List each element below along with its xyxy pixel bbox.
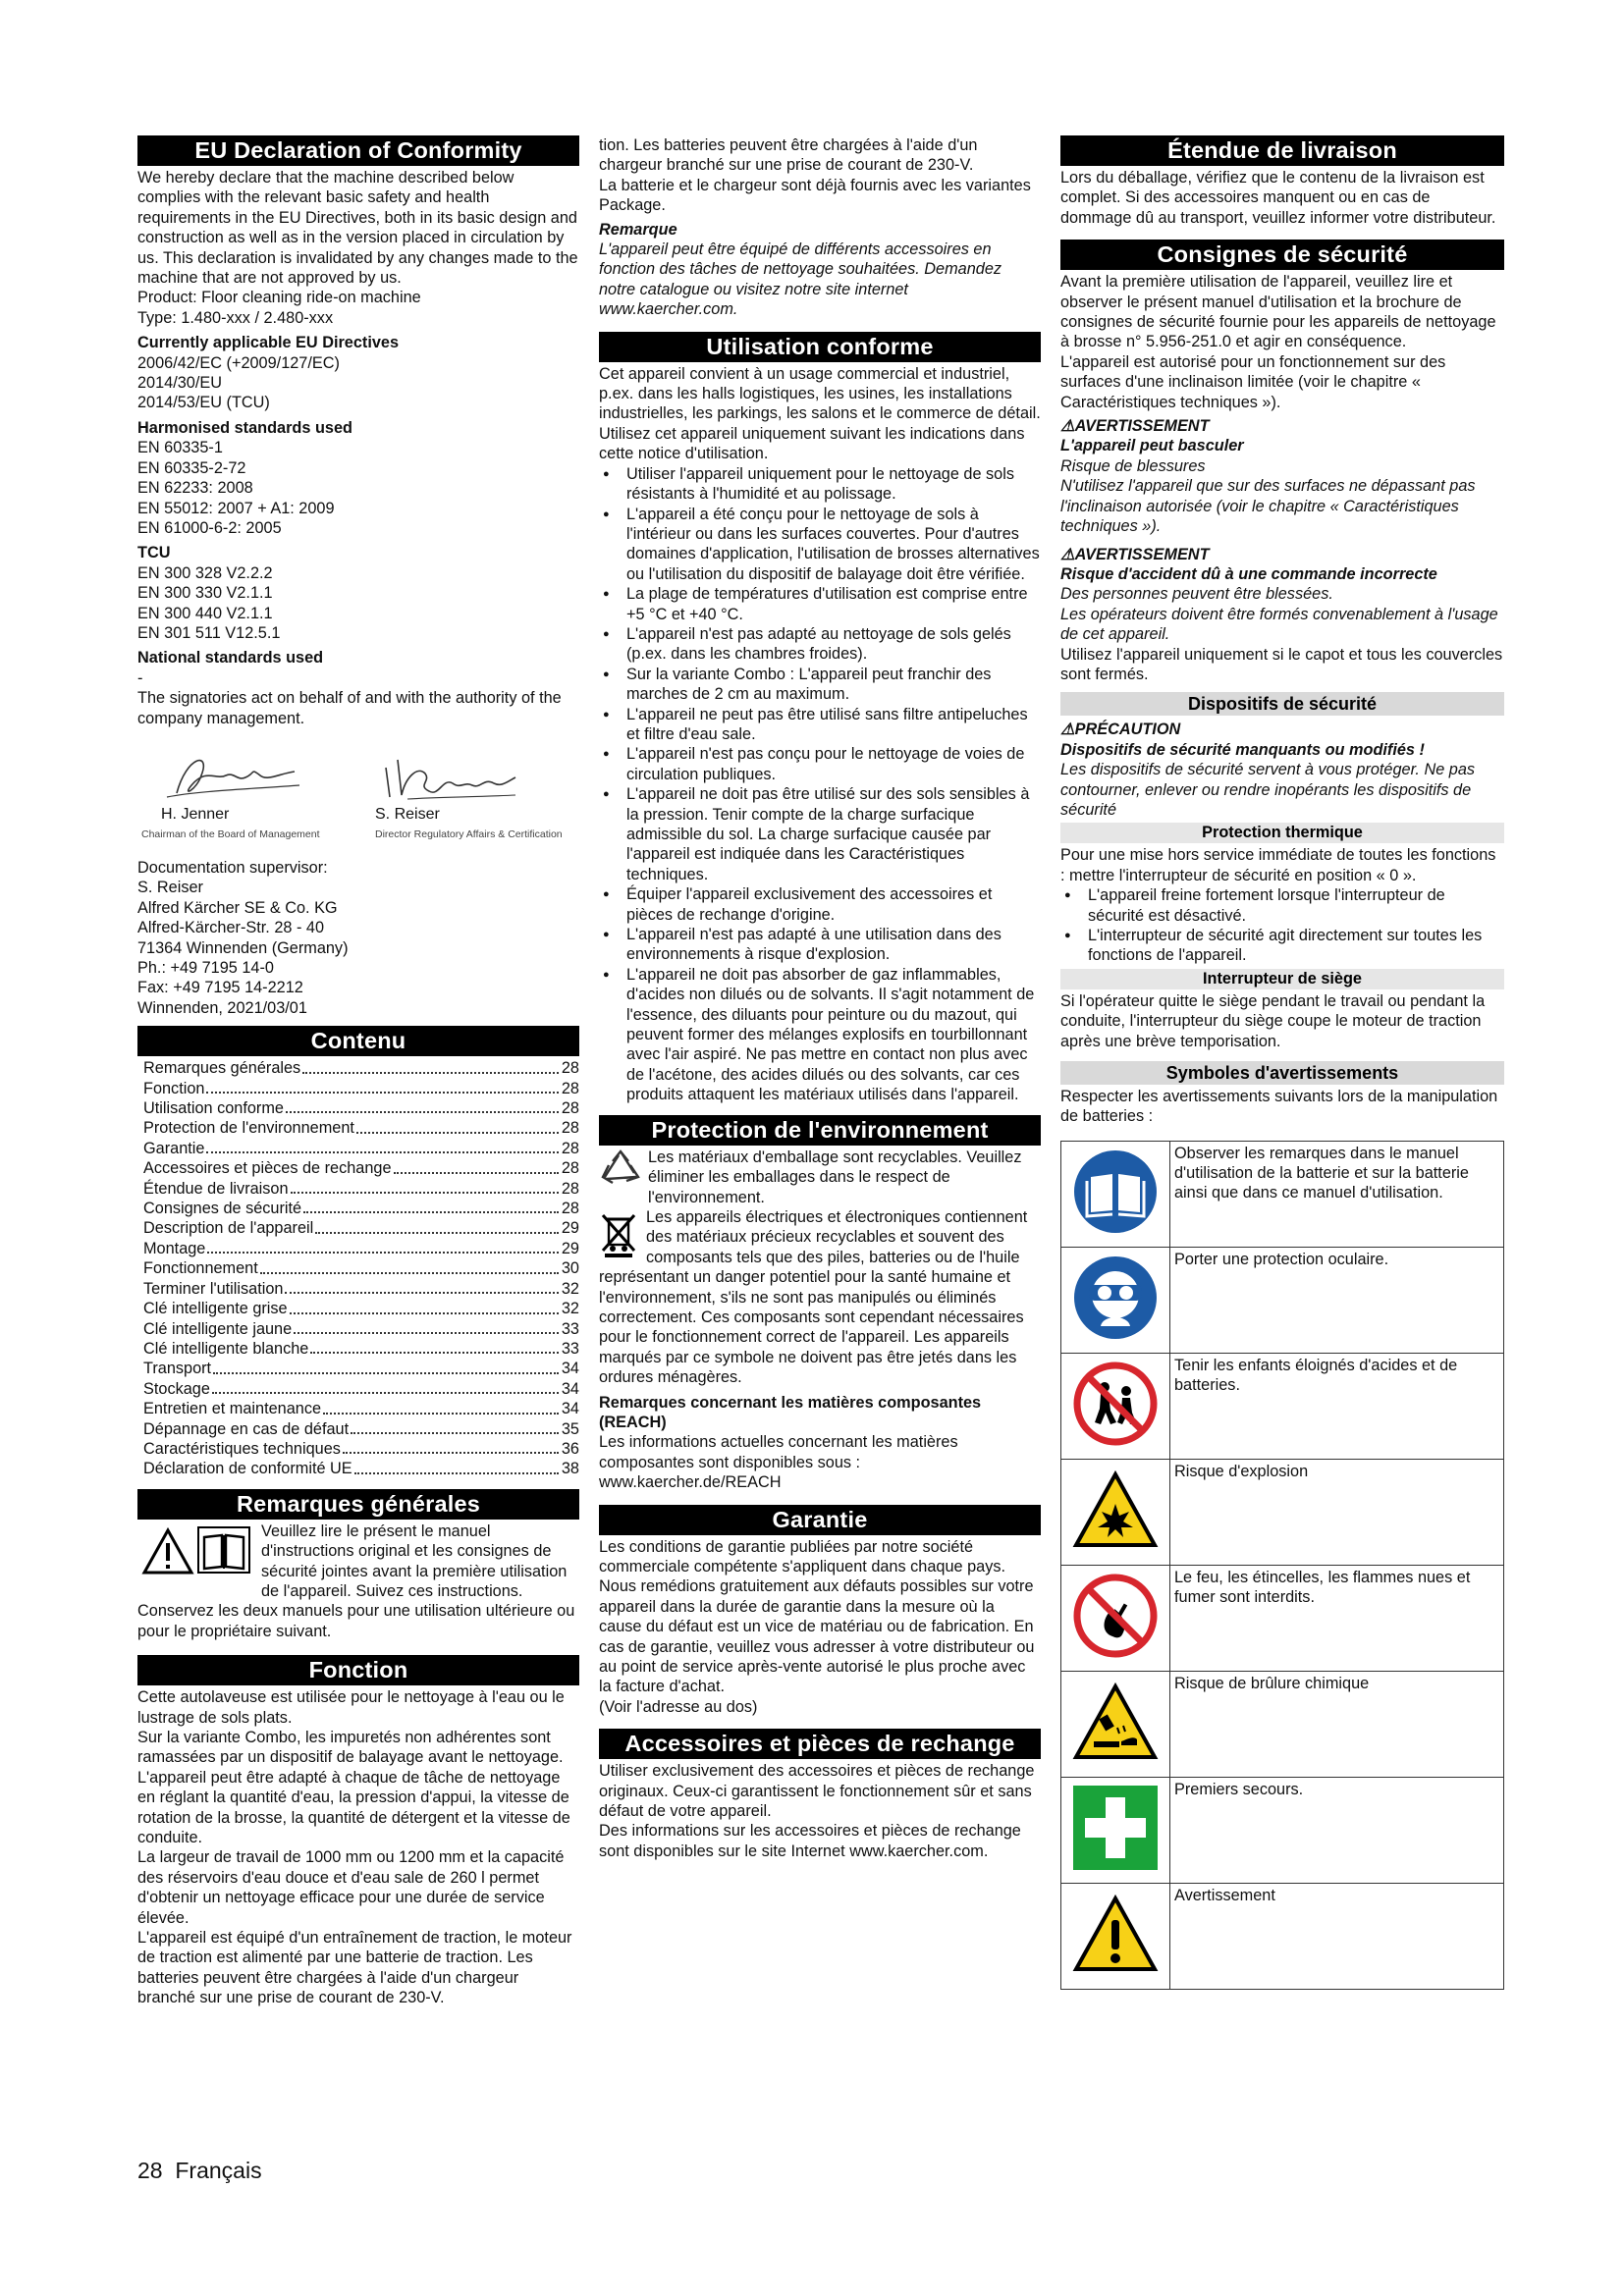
- remarques-text: Veuillez lire le présent le manuel d'instructions original et les consignes de sécurité jointes avant la première utilisation de l'appareil. Suivez ces instructions. Conservez les deux manuels pour une utilisation ultérieure ou pour le propriétaire suivant.: [137, 1522, 575, 1640]
- toc-leader-dots: [323, 1413, 559, 1415]
- accessoires-heading: Accessoires et pièces de rechange: [599, 1729, 1041, 1759]
- supervisor-line: Alfred-Kärcher-Str. 28 - 40: [137, 919, 325, 937]
- fonction-para: Sur la variante Combo, les impuretés non adhérentes sont ramassées par un dispositif de balayage avant le nettoyage.: [137, 1729, 564, 1767]
- toc-entry-page: 33: [561, 1319, 579, 1338]
- accessoires-text: Utiliser exclusivement des accessoires et pièces de rechange originaux. Ceux-ci garantissent le fonctionnement sûr et sans défaut de votre appareil.: [599, 1762, 1035, 1821]
- symboles-intro: Respecter les avertissements suivants lors de la manipulation de batteries :: [1060, 1088, 1498, 1126]
- chemical-burn-icon: [1072, 1682, 1159, 1761]
- remarques-icons: [137, 1522, 257, 1582]
- symbol-cell: [1061, 1141, 1170, 1247]
- symbol-cell: [1061, 1565, 1170, 1671]
- toc-entry-title: Clé intelligente grise: [143, 1300, 288, 1318]
- toc-entry: [137, 1359, 579, 1378]
- warning-risk: Risque de blessures: [1060, 456, 1206, 475]
- toc-entry-page: 28: [561, 1119, 579, 1138]
- environnement-heading: Protection de l'environnement: [599, 1115, 1041, 1146]
- warning-small-icon: ⚠: [1060, 721, 1075, 739]
- toc-entry-page: 34: [561, 1360, 579, 1378]
- eu-directive: 2014/53/EU (TCU): [137, 394, 270, 412]
- toc-entry-title: Remarques générales: [143, 1059, 301, 1078]
- toc-leader-dots: [303, 1211, 559, 1213]
- harmonised-standard: EN 61000-6-2: 2005: [137, 518, 282, 537]
- tcu-list: [137, 563, 579, 644]
- toc-entry: [137, 1158, 579, 1178]
- harmonised-standard: EN 60335-1: [137, 439, 223, 457]
- utilisation-intro: Cet appareil convient à un usage commercial et industriel, p.ex. dans les halls logistiques, les usines, les installations industrielles, les parkings, les salons et le commerce de détail. Utilisez cet appareil uniquement suivant les indications dans cette notice d'utilisation.: [599, 364, 1041, 463]
- caution-text: Les dispositifs de sécurité servent à vous protéger. Ne pas contourner, enlever ou rendre inopérants les dispositifs de sécurité: [1060, 761, 1476, 819]
- list-item: ● Équiper l'appareil exclusivement des accessoires et pièces de rechange d'origine.: [599, 884, 1041, 925]
- garantie-heading: Garantie: [599, 1505, 1041, 1535]
- toc-entry-page: 34: [561, 1400, 579, 1418]
- page-footer: [137, 2158, 262, 2184]
- contenu-heading: Contenu: [137, 1026, 579, 1056]
- signatory-2-role: Director Regulatory Affairs & Certification: [375, 828, 563, 840]
- accessoires-text: Des informations sur les accessoires et pièces de rechange sont disponibles sur le site Internet www.kaercher.com.: [599, 1822, 1021, 1860]
- tcu-standard: EN 300 328 V2.2.2: [137, 563, 273, 582]
- tcu-standard: EN 300 440 V2.1.1: [137, 604, 273, 622]
- toc-leader-dots: [302, 1072, 559, 1074]
- toc-leader-dots: [206, 1092, 558, 1094]
- toc-leader-dots: [356, 1132, 559, 1134]
- garantie-note: (Voir l'adresse au dos): [599, 1697, 758, 1716]
- toc-entry-title: Terminer l'utilisation: [143, 1279, 284, 1298]
- supervisor-line: Ph.: +49 7195 14-0: [137, 959, 274, 977]
- livraison-text: Lors du déballage, vérifiez que le contenu de la livraison est complet. Si des accessoires manquent ou en cas de dommage dû au transport, veuillez informer votre distributeur.: [1060, 169, 1496, 227]
- tcu-heading: TCU: [137, 544, 171, 562]
- no-fire-icon: [1073, 1574, 1158, 1658]
- toc-entry-page: 32: [561, 1279, 579, 1298]
- list-item: ● L'appareil n'est pas conçu pour le nettoyage de voies de circulation publiques.: [599, 744, 1041, 784]
- toc-entry-title: Entretien et maintenance: [143, 1400, 322, 1418]
- toc-entry: [137, 1299, 579, 1318]
- warning-small-icon: ⚠: [1060, 545, 1075, 563]
- toc-entry: [137, 1058, 579, 1078]
- toc-entry-title: Étendue de livraison: [143, 1179, 289, 1198]
- signature-jenner: [157, 746, 304, 805]
- securite-text: Utilisez l'appareil uniquement si le capot et tous les couvercles sont fermés.: [1060, 645, 1503, 683]
- supervisor-line: Fax: +49 7195 14-2212: [137, 979, 303, 997]
- warning-title: L'appareil peut basculer: [1060, 437, 1244, 455]
- eu-directive: 2006/42/EC (+2009/127/EC): [137, 353, 340, 372]
- table-row: [1061, 1141, 1504, 1247]
- caution-label-text: PRÉCAUTION: [1074, 721, 1181, 739]
- supervisor-line: Documentation supervisor:: [137, 858, 328, 877]
- toc-leader-dots: [290, 1312, 559, 1314]
- harmonised-standard: EN 55012: 2007 + A1: 2009: [137, 499, 335, 517]
- toc-entry-title: Fonctionnement: [143, 1259, 258, 1278]
- toc-entry: [137, 1459, 579, 1478]
- toc-leader-dots: [207, 1252, 559, 1254]
- toc-entry-page: 29: [561, 1219, 579, 1238]
- list-item: ● L'interrupteur de sécurité agit directement sur toutes les fonctions de l'appareil.: [1060, 926, 1504, 966]
- harmonised-standard: EN 60335-2-72: [137, 458, 246, 477]
- symbol-cell: [1061, 1353, 1170, 1459]
- garantie-text: Les conditions de garantie publiées par notre société commerciale compétente s'appliquent dans chaque pays. Nous remédions gratuitement aux défauts possibles sur votre appareil dans la durée de garantie dans la mesure où la cause du défaut est un vice de matériau ou de fabrication. En cas de garantie, veuillez vous adresser à votre distributeur ou au point de service après-vente autorisé le plus proche avec la facture d'achat.: [599, 1537, 1035, 1696]
- keep-children-away-icon: [1073, 1362, 1158, 1446]
- warning-label: [1060, 545, 1504, 564]
- toc-leader-dots: [343, 1452, 559, 1454]
- toc-entry-title: Déclaration de conformité UE: [143, 1460, 352, 1478]
- recycle-block: [599, 1148, 1041, 1207]
- list-item: ● L'appareil ne doit pas absorber de gaz inflammables, d'acides non dilués ou de solvants. Il s'agit notamment de l'essence, des diluants pour peinture ou du mazout, qui peuvent former des mélanges explosifs en tourbillonnant avec l'air aspiré. Ne pas mettre en contact non plus avec de l'acétone, des acides dilués ou des solvants, car ces produits attaquent les matériaux utilisés dans l'appareil.: [599, 965, 1041, 1105]
- warning-symbols-table: [1060, 1141, 1504, 1990]
- toc-leader-dots: [286, 1111, 559, 1113]
- crossed-bin-icon: [599, 1209, 638, 1258]
- utilisation-heading: Utilisation conforme: [599, 332, 1041, 362]
- toc-entry: [137, 1379, 579, 1399]
- symbol-description: Avertissement: [1170, 1883, 1504, 1989]
- toc-entry-page: 33: [561, 1339, 579, 1358]
- table-row: [1061, 1353, 1504, 1459]
- eu-directives-list: [137, 353, 579, 413]
- dispositifs-heading: Dispositifs de sécurité: [1060, 692, 1504, 716]
- toc-leader-dots: [291, 1192, 559, 1194]
- fonction-para: Cette autolaveuse est utilisée pour le nettoyage à l'eau ou le lustrage de sols plats.: [137, 1688, 565, 1727]
- toc-entry-title: Protection de l'environnement: [143, 1119, 354, 1138]
- table-of-contents: [137, 1058, 579, 1479]
- first-aid-icon: [1071, 1784, 1160, 1872]
- eu-directive: 2014/30/EU: [137, 374, 222, 393]
- list-item: ● L'appareil a été conçu pour le nettoyage de sols à l'intérieur ou dans les surfaces couvertes. Pour d'autres domaines d'application, l'utilisation de brosses alternatives ou l'utilisation du dispositif de balayage doit être vérifiée.: [599, 505, 1041, 585]
- siege-text: Si l'opérateur quitte le siège pendant le travail ou pendant la conduite, l'interrupteur du siège coupe le moteur de traction après une brève temporisation.: [1060, 991, 1486, 1050]
- toc-leader-dots: [310, 1352, 559, 1354]
- remarque-text: L'appareil peut être équipé de différents accessoires en fonction des tâches de nettoyage souhaitées. Demandez notre catalogue ou visitez notre site internet www.kaercher.com.: [599, 240, 1002, 319]
- table-row: [1061, 1883, 1504, 1989]
- national-value: -: [137, 668, 143, 687]
- symbol-description: Tenir les enfants éloignés d'acides et de batteries.: [1170, 1353, 1504, 1459]
- fonction-para-continuation: tion. Les batteries peuvent être chargées à l'aide d'un chargeur branché sur une prise de courant de 230-V.: [599, 136, 978, 175]
- toc-entry: [137, 1279, 579, 1299]
- toc-entry-title: Caractéristiques techniques: [143, 1439, 341, 1458]
- symbol-description: Porter une protection oculaire.: [1170, 1247, 1504, 1353]
- toc-leader-dots: [354, 1472, 559, 1474]
- thermique-heading: Protection thermique: [1060, 823, 1504, 843]
- toc-entry-page: 29: [561, 1239, 579, 1257]
- toc-entry-title: Fonction: [143, 1079, 205, 1097]
- caution-label: [1060, 720, 1504, 739]
- toc-entry: [137, 1079, 579, 1098]
- toc-entry-title: Dépannage en cas de défaut: [143, 1419, 350, 1438]
- symbol-cell: [1061, 1459, 1170, 1565]
- siege-heading: Interrupteur de siège: [1060, 969, 1504, 989]
- symbol-description: Premiers secours.: [1170, 1777, 1504, 1883]
- thermique-bullets: [1060, 885, 1504, 966]
- toc-leader-dots: [206, 1151, 558, 1153]
- toc-entry: [137, 1319, 579, 1339]
- fonction-para: La largeur de travail de 1000 mm ou 1200 mm et la capacité des réservoirs d'eau douce et d'eau sale de 260 l permet d'obtenir un nettoyage efficace pour une durée de service élevée.: [137, 1848, 565, 1927]
- warning-triangle-icon: [141, 1527, 194, 1576]
- list-item: ● Utiliser l'appareil uniquement pour le nettoyage de sols résistants à l'humidité et au polissage.: [599, 464, 1041, 505]
- warning-label: [1060, 416, 1504, 436]
- toc-entry-page: 28: [561, 1099, 579, 1118]
- toc-leader-dots: [285, 1292, 558, 1294]
- list-item: ● Sur la variante Combo : L'appareil peut franchir des marches de 2 cm au maximum.: [599, 665, 1041, 705]
- list-item: ● L'appareil ne peut pas être utilisé sans filtre antipeluches et filtre d'eau sale.: [599, 705, 1041, 745]
- toc-entry-page: 28: [561, 1179, 579, 1198]
- toc-entry-page: 28: [561, 1079, 579, 1097]
- documentation-supervisor: [137, 858, 579, 1018]
- remarques-block: [137, 1522, 579, 1641]
- signature-reiser: [378, 748, 525, 805]
- eu-declaration-heading: EU Declaration of Conformity: [137, 135, 579, 166]
- table-row: [1061, 1459, 1504, 1565]
- securite-text: Avant la première utilisation de l'appareil, veuillez lire et observer le présent manuel d'utilisation et la brochure de consignes de sécurité fournie pour les appareils de nettoyage à brosse n° 5.956-251.0 et agir en conséquence.: [1060, 273, 1496, 351]
- signatory-1-role: Chairman of the Board of Management: [141, 828, 320, 840]
- right-column: [1060, 135, 1504, 1990]
- eye-protection-icon: [1073, 1255, 1158, 1340]
- toc-entry-title: Montage: [143, 1239, 206, 1257]
- fonction-para: La batterie et le chargeur sont déjà fournis avec les variantes Package.: [599, 176, 1031, 215]
- left-column: [137, 135, 579, 2007]
- toc-entry-title: Clé intelligente blanche: [143, 1339, 309, 1358]
- symbol-cell: [1061, 1883, 1170, 1989]
- toc-entry: [137, 1118, 579, 1138]
- eu-directives-heading: Currently applicable EU Directives: [137, 334, 400, 352]
- harmonised-standard: EN 62233: 2008: [137, 479, 253, 498]
- toc-entry-page: 36: [561, 1439, 579, 1458]
- toc-leader-dots: [394, 1172, 559, 1174]
- manual-book-icon: [196, 1525, 251, 1575]
- explosion-risk-icon: [1072, 1470, 1159, 1549]
- toc-entry: [137, 1339, 579, 1359]
- list-item: ● La plage de températures d'utilisation est comprise entre +5 °C et +40 °C.: [599, 584, 1041, 624]
- middle-column: [599, 135, 1041, 1861]
- toc-entry: [137, 1199, 579, 1218]
- warning-text: Les opérateurs doivent être formés convenablement à l'usage de cet appareil.: [1060, 605, 1498, 644]
- supervisor-line: Winnenden, 2021/03/01: [137, 998, 307, 1017]
- toc-entry-page: 28: [561, 1200, 579, 1218]
- symbol-description: Le feu, les étincelles, les flammes nues et fumer sont interdits.: [1170, 1565, 1504, 1671]
- signatories-text: The signatories act on behalf of and with the authority of the company management.: [137, 689, 562, 727]
- livraison-heading: Étendue de livraison: [1060, 135, 1504, 166]
- caution-title: Dispositifs de sécurité manquants ou modifiés !: [1060, 740, 1425, 759]
- toc-entry-page: 38: [561, 1460, 579, 1478]
- toc-leader-dots: [351, 1432, 559, 1434]
- supervisor-line: Alfred Kärcher SE & Co. KG: [137, 898, 338, 917]
- remarque-heading: Remarque: [599, 220, 677, 239]
- toc-entry-page: 30: [561, 1259, 579, 1278]
- table-row: [1061, 1565, 1504, 1671]
- signature-block: [137, 728, 579, 858]
- recycle-icon: [599, 1148, 642, 1191]
- national-heading: National standards used: [137, 649, 324, 667]
- warning-text: N'utilisez l'appareil que sur des surfaces ne dépassant pas l'inclinaison autorisée (voir le chapitre « Caractéristiques techniques »).: [1060, 477, 1476, 536]
- symbol-cell: [1061, 1247, 1170, 1353]
- toc-entry-page: 35: [561, 1419, 579, 1438]
- signatory-1-name: H. Jenner: [161, 805, 230, 823]
- warning-icon: [1072, 1895, 1159, 1973]
- toc-entry: [137, 1258, 579, 1278]
- toc-leader-dots: [294, 1332, 559, 1334]
- toc-entry: [137, 1399, 579, 1418]
- toc-entry-title: Clé intelligente jaune: [143, 1319, 293, 1338]
- symbol-cell: [1061, 1777, 1170, 1883]
- page-number: 28: [137, 2158, 163, 2183]
- toc-entry: [137, 1218, 579, 1238]
- table-row: [1061, 1671, 1504, 1777]
- toc-entry-title: Utilisation conforme: [143, 1099, 284, 1118]
- toc-leader-dots: [315, 1232, 559, 1234]
- recycle-text: Les matériaux d'emballage sont recyclables. Veuillez éliminer les emballages dans le respect de l'environnement.: [648, 1148, 1022, 1206]
- tcu-standard: EN 301 511 V12.5.1: [137, 623, 281, 642]
- eu-type: Type: 1.480-xxx / 2.480-xxx: [137, 308, 334, 327]
- toc-entry-title: Accessoires et pièces de rechange: [143, 1159, 392, 1178]
- warning-title: Risque d'accident dû à une commande incorrecte: [1060, 564, 1437, 583]
- warning-label-text: AVERTISSEMENT: [1074, 417, 1210, 436]
- toc-entry: [137, 1239, 579, 1258]
- table-row: [1061, 1777, 1504, 1883]
- utilisation-bullets: [599, 464, 1041, 1105]
- signatory-2-name: S. Reiser: [375, 805, 440, 823]
- symbol-description: Risque de brûlure chimique: [1170, 1671, 1504, 1777]
- toc-entry-page: 28: [561, 1139, 579, 1157]
- warning-label-text: AVERTISSEMENT: [1074, 545, 1210, 563]
- toc-leader-dots: [213, 1372, 559, 1374]
- remarques-heading: Remarques générales: [137, 1489, 579, 1520]
- toc-entry-page: 28: [561, 1059, 579, 1078]
- supervisor-line: S. Reiser: [137, 879, 203, 897]
- list-item: ● L'appareil ne doit pas être utilisé sur des sols sensibles à la pression. Tenir compte de la charge surfacique admissible du sol. La charge surfacique causée par l'appareil est indiquée dans les Caractéristiques techniques.: [599, 784, 1041, 884]
- warning-small-icon: ⚠: [1060, 417, 1075, 436]
- toc-entry-title: Description de l'appareil: [143, 1219, 314, 1238]
- harmonised-list: [137, 438, 579, 538]
- list-item: ● L'appareil n'est pas adapté à une utilisation dans des environnements à risque d'explosion.: [599, 925, 1041, 965]
- list-item: ● L'appareil n'est pas adapté au nettoyage de sols gelés (p.ex. dans les chambres froides).: [599, 624, 1041, 665]
- toc-entry-title: Consignes de sécurité: [143, 1200, 302, 1218]
- toc-entry-title: Stockage: [143, 1379, 210, 1398]
- eu-product: Product: Floor cleaning ride-on machine: [137, 289, 421, 307]
- page-language: Français: [175, 2158, 262, 2183]
- symbol-description: Observer les remarques dans le manuel d'utilisation de la batterie et sur la batterie ainsi que dans ce manuel d'utilisation.: [1170, 1141, 1504, 1247]
- toc-entry: [137, 1139, 579, 1158]
- eu-intro: We hereby declare that the machine described below complies with the relevant basic safety and health requirements in the EU Directives, both in its basic design and construction as well as in the version placed in circulation by us. This declaration is invalidated by any changes made to the machine that are not approved by us.: [137, 169, 578, 288]
- toc-entry: [137, 1439, 579, 1459]
- fonction-heading: Fonction: [137, 1655, 579, 1685]
- symbol-description: Risque d'explosion: [1170, 1459, 1504, 1565]
- read-manual-icon: [1073, 1149, 1158, 1234]
- securite-text: L'appareil est autorisé pour un fonctionnement sur des surfaces d'une inclinaison limitée (voir le chapitre « Caractéristiques techniques »).: [1060, 352, 1446, 411]
- toc-entry-page: 28: [561, 1159, 579, 1178]
- fonction-para-continued: L'appareil est équipé d'un entraînement de traction, le moteur de traction est alimenté par une batterie de traction. Les batteries peuvent être chargées à l'aide d'un chargeur branché sur une prise de courant de 230-V.: [137, 1929, 572, 2007]
- toc-entry: [137, 1098, 579, 1118]
- toc-entry-page: 32: [561, 1300, 579, 1318]
- toc-entry-title: Transport: [143, 1360, 212, 1378]
- symbol-cell: [1061, 1671, 1170, 1777]
- reach-heading: Remarques concernant les matières composantes (REACH): [599, 1393, 982, 1431]
- table-row: [1061, 1247, 1504, 1353]
- fonction-para: L'appareil peut être adapté à chaque de tâche de nettoyage en réglant la quantité d'eau, la pression d'appui, la vitesse de rotation de la brosse, la quantité de détergent et la vitesse de conduite.: [137, 1768, 570, 1847]
- thermique-text: Pour une mise hors service immédiate de toutes les fonctions : mettre l'interrupteur de sécurité en position « 0 ».: [1060, 846, 1496, 884]
- toc-entry: [137, 1419, 579, 1439]
- supervisor-line: 71364 Winnenden (Germany): [137, 938, 349, 957]
- tcu-standard: EN 300 330 V2.1.1: [137, 584, 273, 603]
- toc-entry-page: 34: [561, 1379, 579, 1398]
- warning-risk: Des personnes peuvent être blessées.: [1060, 585, 1333, 604]
- symboles-heading: Symboles d'avertissements: [1060, 1061, 1504, 1085]
- reach-text: Les informations actuelles concernant les matières composantes sont disponibles sous : www.kaercher.de/REACH: [599, 1433, 958, 1492]
- toc-leader-dots: [260, 1272, 559, 1274]
- harmonised-heading: Harmonised standards used: [137, 418, 352, 437]
- securite-heading: Consignes de sécurité: [1060, 240, 1504, 270]
- weee-text: Les appareils électriques et électroniques contiennent des matériaux précieux recyclables et souvent des composants tels que des piles, batteries ou de l'huile représentant un danger potentiel pour la santé humaine et l'environnement, s'ils ne sont pas manipulés ou éliminés correctement. Ces composants sont cependant nécessaires pour le fonctionnement correct de l'appareil. Les appareils marqués par ce symbole ne doivent pas être jetés dans les ordures ménagères.: [599, 1207, 1028, 1387]
- toc-entry-title: Garantie: [143, 1139, 205, 1157]
- toc-entry: [137, 1179, 579, 1199]
- weee-block: [599, 1207, 1041, 1388]
- toc-leader-dots: [212, 1392, 559, 1394]
- list-item: ● L'appareil freine fortement lorsque l'interrupteur de sécurité est désactivé.: [1060, 885, 1504, 926]
